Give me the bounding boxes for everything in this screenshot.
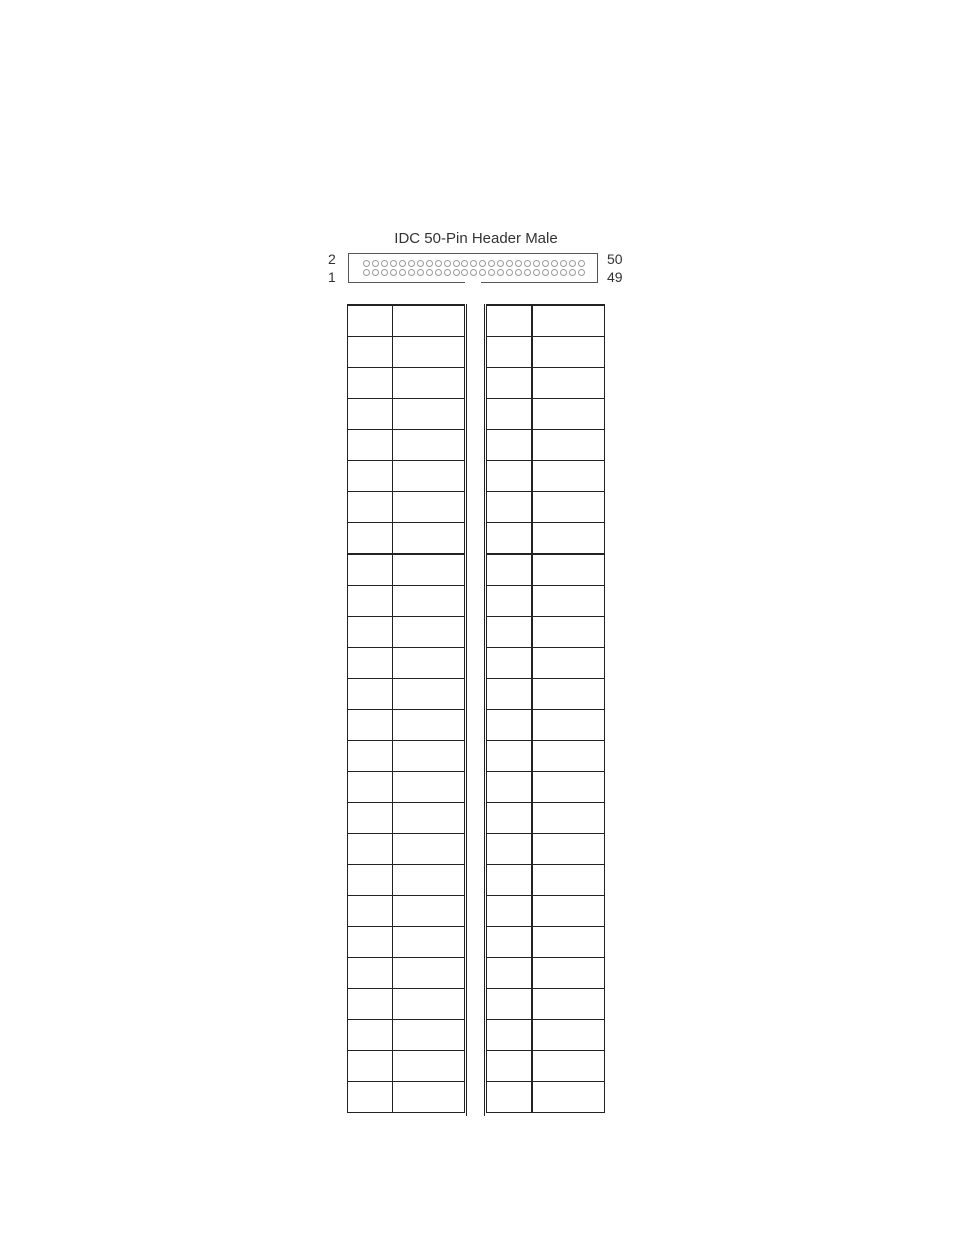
table-row (487, 617, 605, 648)
connector-pin-icon (372, 269, 379, 276)
right-signal-cell (532, 865, 605, 896)
table-row (348, 337, 465, 368)
connector-pin-icon (569, 260, 576, 267)
left-pin-number-cell (348, 523, 393, 555)
left-pin-number-cell (348, 554, 393, 586)
right-signal-cell (532, 1020, 605, 1051)
left-signal-cell (393, 741, 465, 772)
table-row (487, 803, 605, 834)
pin-label-right-top: 50 (607, 251, 623, 267)
right-signal-cell (532, 958, 605, 989)
left-signal-cell (393, 305, 465, 337)
left-pin-number-cell (348, 337, 393, 368)
left-signal-cell (393, 617, 465, 648)
right-pin-number-cell (487, 492, 533, 523)
left-signal-cell (393, 772, 465, 803)
left-pin-number-cell (348, 989, 393, 1020)
right-signal-cell (532, 337, 605, 368)
table-row (487, 461, 605, 492)
left-signal-cell (393, 1051, 465, 1082)
right-signal-cell (532, 586, 605, 617)
connector-pin-icon (435, 269, 442, 276)
right-pin-number-cell (487, 896, 533, 927)
pin-label-left-bottom: 1 (328, 269, 336, 285)
right-pin-number-cell (487, 803, 533, 834)
table-row (348, 679, 465, 710)
right-pin-number-cell (487, 617, 533, 648)
right-signal-cell (532, 741, 605, 772)
pin-label-right-bottom: 49 (607, 269, 623, 285)
table-row (487, 927, 605, 958)
table-row (348, 989, 465, 1020)
connector-pin-icon (479, 260, 486, 267)
right-signal-cell (532, 803, 605, 834)
pin-label-left-top: 2 (328, 251, 336, 267)
right-pin-number-cell (487, 772, 533, 803)
right-pin-number-cell (487, 927, 533, 958)
connector-pin-icon (578, 269, 585, 276)
table-row (348, 803, 465, 834)
left-signal-cell (393, 1020, 465, 1051)
table-row (487, 772, 605, 803)
connector-pin-icon (497, 269, 504, 276)
left-signal-cell (393, 927, 465, 958)
connector-pin-icon (578, 260, 585, 267)
table-row (487, 305, 605, 337)
right-pin-number-cell (487, 461, 533, 492)
left-signal-cell (393, 337, 465, 368)
right-signal-cell (532, 399, 605, 430)
connector-pin-icon (551, 269, 558, 276)
left-pin-number-cell (348, 492, 393, 523)
connector-pin-icon (444, 260, 451, 267)
connector-pin-icon (560, 269, 567, 276)
connector-pin-icon (363, 260, 370, 267)
left-pin-number-cell (348, 1051, 393, 1082)
pinout-table-right (486, 304, 605, 1113)
table-gap-column (466, 304, 485, 1116)
connector-pin-icon (515, 260, 522, 267)
table-row (487, 368, 605, 399)
right-signal-cell (532, 679, 605, 710)
diagram-title: IDC 50-Pin Header Male (394, 230, 558, 247)
table-row (348, 523, 465, 555)
table-row (348, 368, 465, 399)
connector-pin-icon (399, 260, 406, 267)
left-signal-cell (393, 865, 465, 896)
connector-pin-icon (408, 260, 415, 267)
right-pin-number-cell (487, 741, 533, 772)
left-pin-number-cell (348, 865, 393, 896)
left-pin-number-cell (348, 617, 393, 648)
connector-pin-icon (417, 260, 424, 267)
left-pin-number-cell (348, 927, 393, 958)
left-pin-number-cell (348, 461, 393, 492)
connector-pin-icon (488, 269, 495, 276)
table-row (487, 989, 605, 1020)
table-row (487, 958, 605, 989)
right-pin-number-cell (487, 337, 533, 368)
right-pin-number-cell (487, 710, 533, 741)
table-row (487, 865, 605, 896)
left-signal-cell (393, 586, 465, 617)
connector-pin-row-top (363, 260, 585, 267)
right-pin-number-cell (487, 648, 533, 679)
left-pin-number-cell (348, 741, 393, 772)
connector-key-notch (465, 281, 481, 285)
right-pin-number-cell (487, 1020, 533, 1051)
table-row (487, 741, 605, 772)
left-signal-cell (393, 461, 465, 492)
table-row (348, 461, 465, 492)
right-signal-cell (532, 461, 605, 492)
right-pin-number-cell (487, 1082, 533, 1113)
left-pin-number-cell (348, 710, 393, 741)
connector-pin-icon (533, 269, 540, 276)
right-pin-number-cell (487, 586, 533, 617)
connector-pin-icon (453, 269, 460, 276)
table-row (487, 586, 605, 617)
connector-pin-icon (551, 260, 558, 267)
table-row (348, 927, 465, 958)
right-signal-cell (532, 368, 605, 399)
table-row (487, 834, 605, 865)
left-signal-cell (393, 896, 465, 927)
table-row (487, 492, 605, 523)
connector-pin-icon (381, 269, 388, 276)
table-row (348, 958, 465, 989)
table-row (487, 679, 605, 710)
connector-pin-icon (488, 260, 495, 267)
table-row (487, 523, 605, 555)
right-pin-number-cell (487, 958, 533, 989)
left-pin-number-cell (348, 305, 393, 337)
table-row (487, 430, 605, 461)
connector-pin-icon (444, 269, 451, 276)
table-row (487, 554, 605, 586)
connector-pin-icon (542, 269, 549, 276)
connector-pin-icon (399, 269, 406, 276)
connector-pin-icon (426, 260, 433, 267)
connector-pin-icon (372, 260, 379, 267)
table-row (487, 1020, 605, 1051)
connector-pin-icon (470, 260, 477, 267)
right-pin-number-cell (487, 430, 533, 461)
right-signal-cell (532, 989, 605, 1020)
left-signal-cell (393, 1082, 465, 1113)
table-row (348, 430, 465, 461)
right-signal-cell (532, 305, 605, 337)
right-pin-number-cell (487, 554, 533, 586)
left-signal-cell (393, 399, 465, 430)
left-pin-number-cell (348, 430, 393, 461)
connector-pin-icon (426, 269, 433, 276)
left-signal-cell (393, 989, 465, 1020)
connector-pin-icon (479, 269, 486, 276)
right-signal-cell (532, 617, 605, 648)
connector-pin-icon (390, 260, 397, 267)
right-signal-cell (532, 554, 605, 586)
table-row (487, 399, 605, 430)
left-pin-number-cell (348, 803, 393, 834)
right-signal-cell (532, 648, 605, 679)
right-signal-cell (532, 1082, 605, 1113)
left-pin-number-cell (348, 834, 393, 865)
left-signal-cell (393, 523, 465, 555)
connector-pin-icon (524, 260, 531, 267)
table-row (348, 1020, 465, 1051)
left-signal-cell (393, 368, 465, 399)
connector-pin-icon (524, 269, 531, 276)
table-row (487, 337, 605, 368)
left-pin-number-cell (348, 368, 393, 399)
left-pin-number-cell (348, 1020, 393, 1051)
right-signal-cell (532, 772, 605, 803)
connector-pin-icon (497, 260, 504, 267)
right-signal-cell (532, 834, 605, 865)
connector-pin-icon (461, 260, 468, 267)
table-row (348, 305, 465, 337)
table-row (348, 554, 465, 586)
connector-pin-icon (506, 269, 513, 276)
left-pin-number-cell (348, 1082, 393, 1113)
table-row (348, 834, 465, 865)
table-row (348, 896, 465, 927)
connector-pin-icon (453, 260, 460, 267)
table-row (348, 741, 465, 772)
right-pin-number-cell (487, 679, 533, 710)
connector-pin-icon (515, 269, 522, 276)
table-row (348, 1051, 465, 1082)
right-signal-cell (532, 1051, 605, 1082)
table-row (348, 865, 465, 896)
connector-pin-icon (363, 269, 370, 276)
table-row (348, 772, 465, 803)
right-pin-number-cell (487, 368, 533, 399)
left-pin-number-cell (348, 679, 393, 710)
right-pin-number-cell (487, 834, 533, 865)
left-pin-number-cell (348, 772, 393, 803)
right-signal-cell (532, 492, 605, 523)
table-row (487, 648, 605, 679)
left-pin-number-cell (348, 896, 393, 927)
left-signal-cell (393, 958, 465, 989)
connector-pin-icon (408, 269, 415, 276)
left-pin-number-cell (348, 399, 393, 430)
connector-pin-icon (417, 269, 424, 276)
connector-pin-icon (569, 269, 576, 276)
left-signal-cell (393, 648, 465, 679)
left-pin-number-cell (348, 648, 393, 679)
connector-pin-icon (461, 269, 468, 276)
right-pin-number-cell (487, 399, 533, 430)
right-signal-cell (532, 710, 605, 741)
right-signal-cell (532, 523, 605, 555)
table-row (487, 1082, 605, 1113)
right-signal-cell (532, 430, 605, 461)
table-row (487, 710, 605, 741)
connector-pin-icon (542, 260, 549, 267)
connector-pin-icon (381, 260, 388, 267)
connector-pin-icon (506, 260, 513, 267)
table-row (348, 648, 465, 679)
left-signal-cell (393, 679, 465, 710)
left-signal-cell (393, 803, 465, 834)
left-pin-number-cell (348, 958, 393, 989)
connector-pin-icon (533, 260, 540, 267)
right-signal-cell (532, 927, 605, 958)
table-row (487, 1051, 605, 1082)
table-row (348, 710, 465, 741)
table-row (487, 896, 605, 927)
table-row (348, 617, 465, 648)
right-pin-number-cell (487, 865, 533, 896)
connector-pin-icon (435, 260, 442, 267)
left-signal-cell (393, 554, 465, 586)
right-pin-number-cell (487, 989, 533, 1020)
left-pin-number-cell (348, 586, 393, 617)
connector-pin-icon (560, 260, 567, 267)
left-signal-cell (393, 430, 465, 461)
table-row (348, 586, 465, 617)
connector-pin-icon (390, 269, 397, 276)
right-pin-number-cell (487, 523, 533, 555)
left-signal-cell (393, 710, 465, 741)
table-row (348, 399, 465, 430)
pinout-table-left (347, 304, 465, 1113)
table-row (348, 1082, 465, 1113)
connector-pin-icon (470, 269, 477, 276)
right-pin-number-cell (487, 1051, 533, 1082)
left-signal-cell (393, 834, 465, 865)
table-row (348, 492, 465, 523)
idc-header-connector (348, 253, 598, 283)
left-signal-cell (393, 492, 465, 523)
right-pin-number-cell (487, 305, 533, 337)
connector-pin-row-bottom (363, 269, 585, 276)
right-signal-cell (532, 896, 605, 927)
